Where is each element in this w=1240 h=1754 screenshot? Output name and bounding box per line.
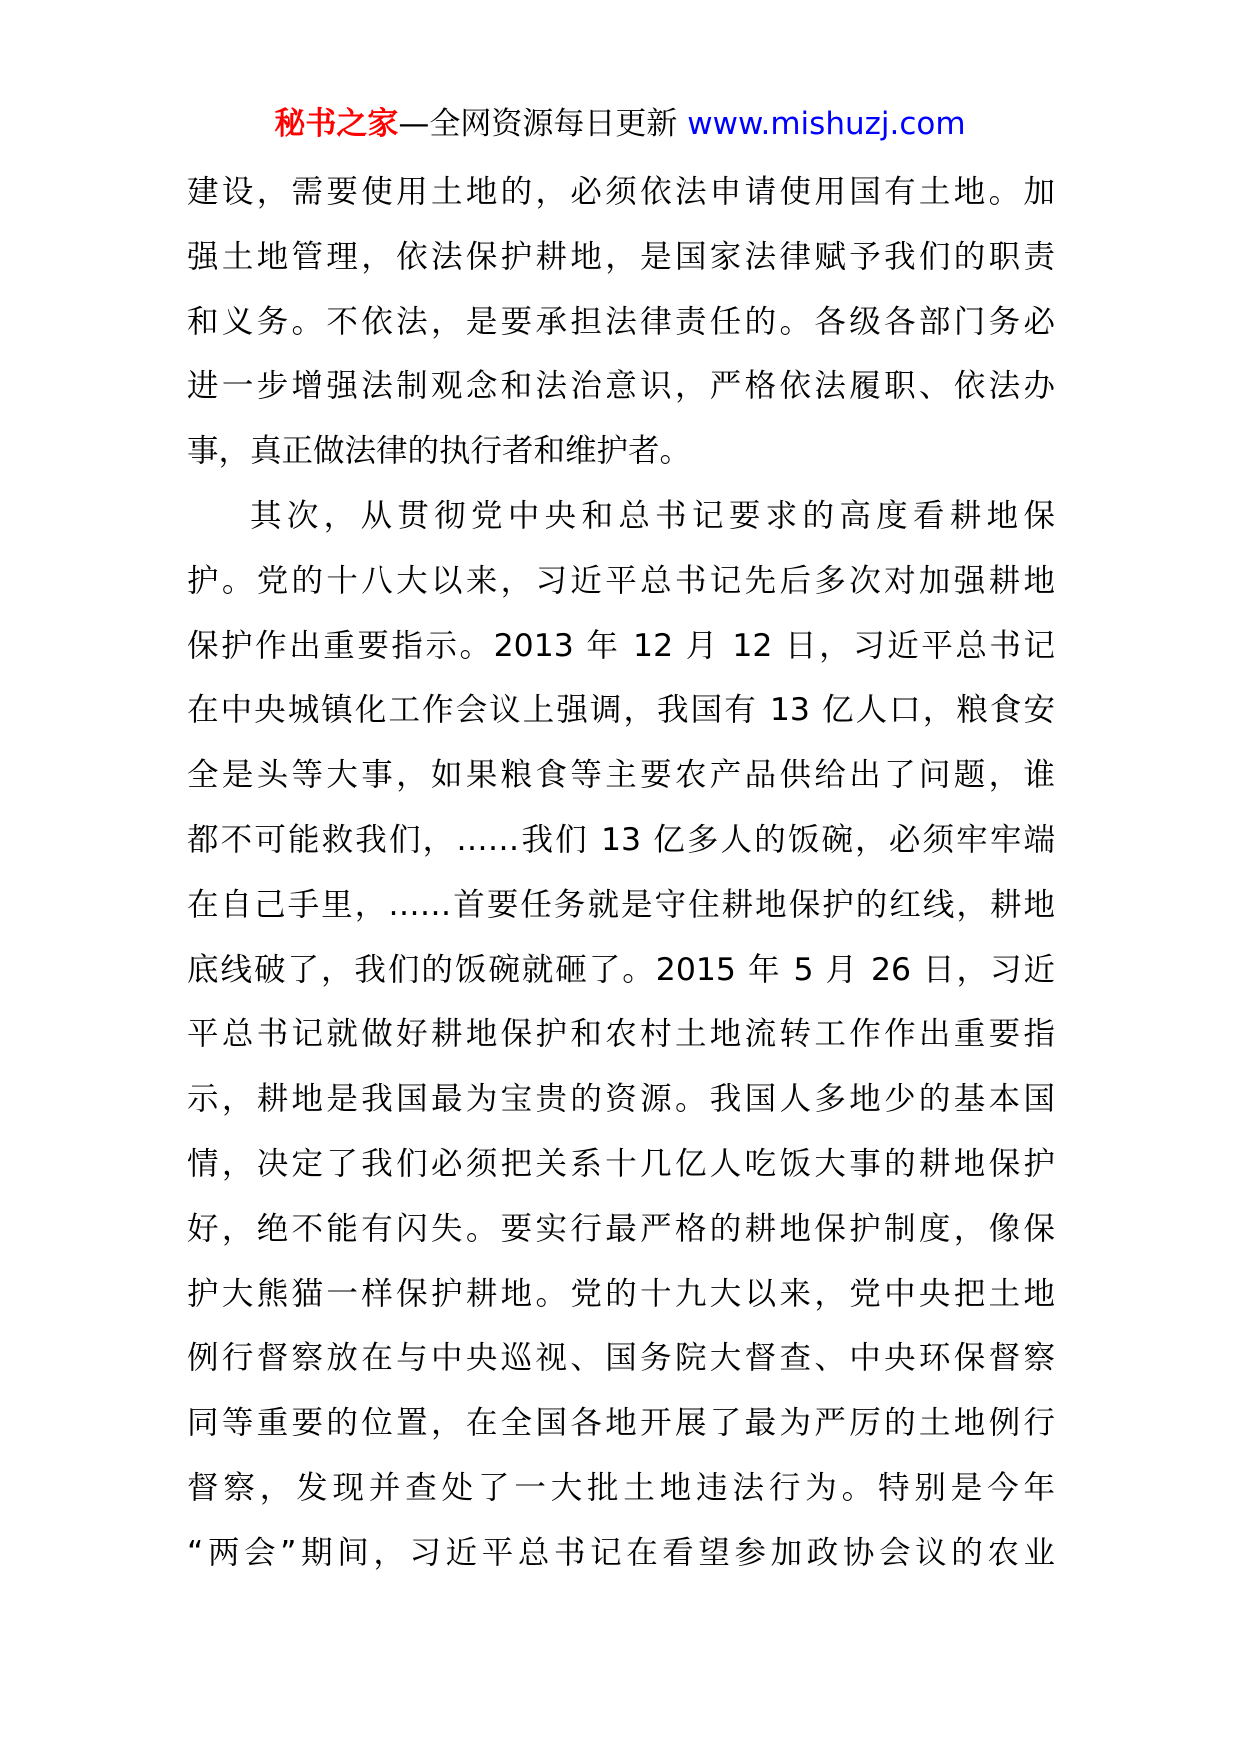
text-line: 和义务。不依法，是要承担法律责任的。各级各部门务必 bbox=[187, 303, 1055, 340]
text-line: 督察，发现并查处了一大批土地违法行为。特别是今年 bbox=[187, 1469, 1055, 1506]
text-line: 其次，从贯彻党中央和总书记要求的高度看耕地保 bbox=[250, 497, 1055, 534]
text-line: 在中央城镇化工作会议上强调，我国有 13 亿人口，粮食安 bbox=[187, 692, 1055, 729]
text-line: 护。党的十八大以来，习近平总书记先后多次对加强耕地 bbox=[187, 562, 1055, 599]
text-line: 强土地管理，依法保护耕地，是国家法律赋予我们的职责 bbox=[187, 238, 1055, 275]
text-line: 护大熊猫一样保护耕地。党的十九大以来，党中央把土地 bbox=[187, 1275, 1055, 1312]
text-line: 保护作出重要指示。2013 年 12 月 12 日，习近平总书记 bbox=[187, 627, 1055, 664]
site-url-link[interactable]: www.mishuzj.com bbox=[687, 106, 966, 142]
text-line: 建设，需要使用土地的，必须依法申请使用国有土地。加 bbox=[187, 174, 1055, 210]
text-line: 平总书记就做好耕地保护和农村土地流转工作作出重要指 bbox=[187, 1016, 1055, 1053]
text-line: 在自己手里，……首要任务就是守住耕地保护的红线，耕地 bbox=[187, 886, 1055, 923]
text-line: 情，决定了我们必须把关系十几亿人吃饭大事的耕地保护 bbox=[187, 1145, 1055, 1182]
text-line: “两会”期间，习近平总书记在看望参加政协会议的农业 bbox=[187, 1534, 1055, 1571]
site-header bbox=[0, 100, 1240, 148]
site-brand: 秘书之家 bbox=[274, 106, 399, 142]
text-line: 底线破了，我们的饭碗就砸了。2015 年 5 月 26 日，习近 bbox=[187, 951, 1055, 988]
text-line: 进一步增强法制观念和法治意识，严格依法履职、依法办 bbox=[187, 368, 1055, 405]
text-line: 都不可能救我们，……我们 13 亿多人的饭碗，必须牢牢端 bbox=[187, 821, 1055, 858]
text-line: 事，真正做法律的执行者和维护者。 bbox=[187, 433, 692, 470]
text-line: 全是头等大事，如果粮食等主要农产品供给出了问题，谁 bbox=[187, 757, 1055, 794]
text-line: 同等重要的位置，在全国各地开展了最为严厉的土地例行 bbox=[187, 1405, 1055, 1442]
document-body bbox=[187, 160, 1055, 1586]
text-line: 例行督察放在与中央巡视、国务院大督查、中央环保督察 bbox=[187, 1340, 1055, 1377]
text-line: 示，耕地是我国最为宝贵的资源。我国人多地少的基本国 bbox=[187, 1081, 1055, 1118]
text-line: 好，绝不能有闪失。要实行最严格的耕地保护制度，像保 bbox=[187, 1210, 1055, 1247]
site-slogan: —全网资源每日更新 bbox=[398, 106, 688, 142]
